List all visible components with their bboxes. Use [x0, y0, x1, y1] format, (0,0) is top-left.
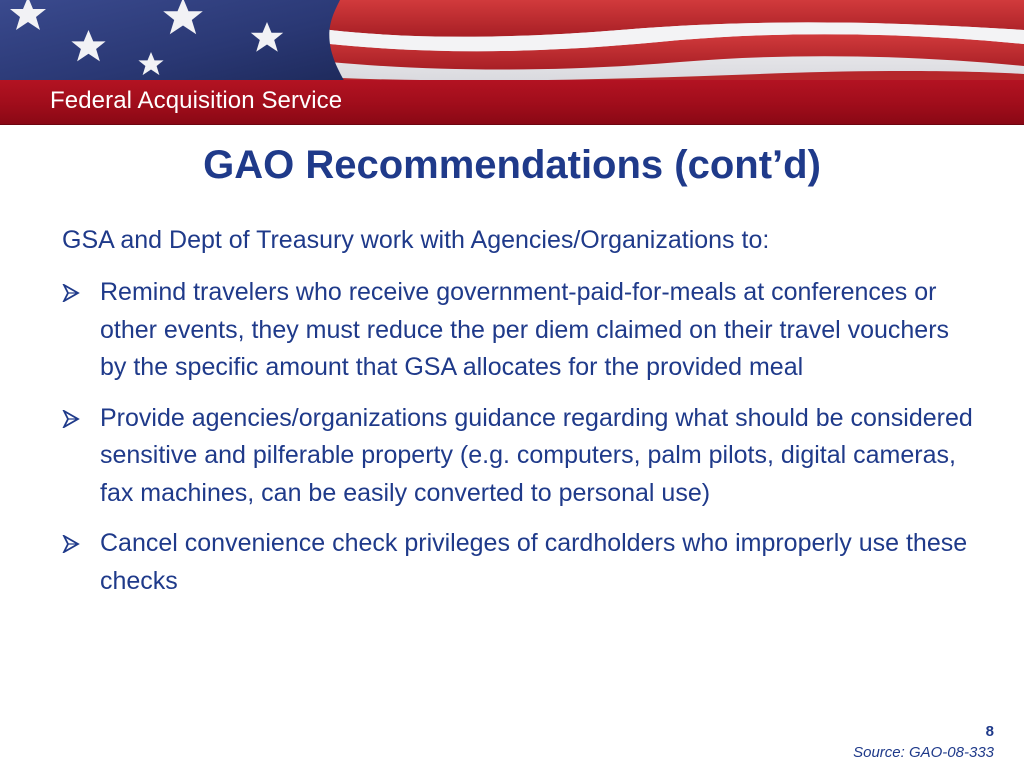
- service-bar: [0, 80, 1024, 125]
- arrowhead-bullet-icon: [62, 274, 86, 311]
- bullet-text: Remind travelers who receive government-paid-for-meals at conferences or other events, they must reduce the per diem claimed on their travel vouchers by the specific amount that GSA allocates for the provided meal: [100, 278, 950, 381]
- source-citation: Source: GAO-08-333: [853, 744, 994, 761]
- bullet-list: [62, 274, 977, 613]
- page-number: 8: [985, 723, 994, 740]
- flag-banner: [0, 0, 1024, 82]
- arrowhead-bullet-icon: [62, 525, 86, 562]
- bullet-item: [62, 525, 977, 600]
- flag-image: [0, 0, 1024, 82]
- slide-title: GAO Recommendations (cont’d): [203, 143, 821, 187]
- bullet-text: Cancel convenience check privileges of cardholders who improperly use these checks: [100, 529, 968, 595]
- service-name: Federal Acquisition Service: [50, 87, 343, 114]
- arrowhead-bullet-icon: [62, 400, 86, 437]
- bullet-item: [62, 400, 977, 513]
- intro-text: GSA and Dept of Treasury work with Agencies/Organizations to:: [62, 226, 770, 254]
- bullet-text: Provide agencies/organizations guidance regarding what should be considered sensitive and pilferable property (e.g. computers, palm pilots, digital cameras, fax machines, can be easily converted to personal use): [100, 403, 973, 507]
- bullet-item: [62, 274, 977, 387]
